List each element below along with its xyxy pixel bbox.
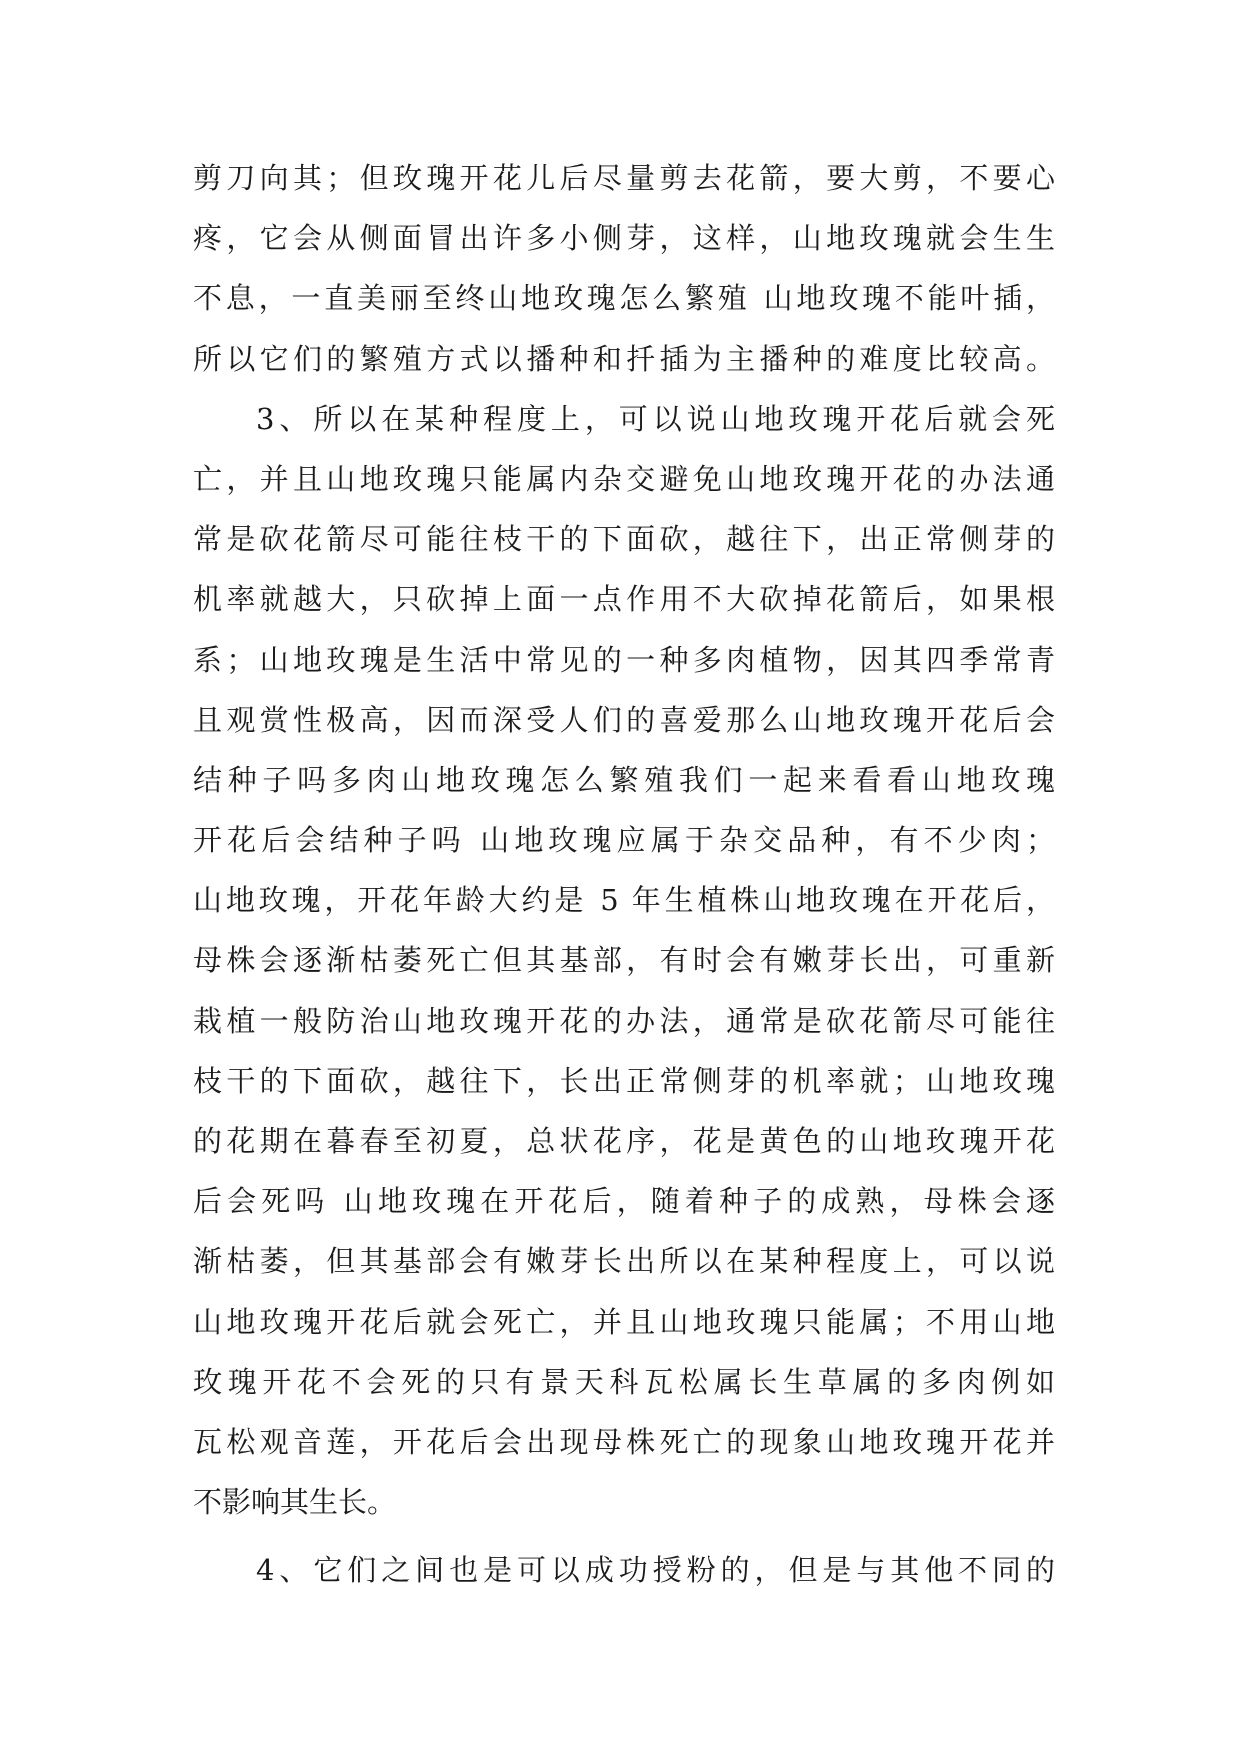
text-line: 且观赏性极高，因而深受人们的喜爱那么山地玫瑰开花后会: [193, 702, 1055, 737]
paragraph: [193, 389, 1055, 1533]
text-line: 机率就越大，只砍掉上面一点作用不大砍掉花箭后，如果根: [193, 582, 1055, 617]
paragraph: [193, 148, 1055, 389]
paragraph-gap: [193, 1532, 1055, 1540]
document-body: [193, 148, 1055, 1601]
text-line: 亡，并且山地玫瑰只能属内杂交避免山地玫瑰开花的办法通: [193, 461, 1055, 496]
text-line: 结种子吗多肉山地玫瑰怎么繁殖我们一起来看看山地玫瑰: [193, 762, 1055, 797]
text-line: 的花期在暮春至初夏，总状花序，花是黄色的山地玫瑰开花: [193, 1124, 1055, 1158]
text-line: 所以它们的繁殖方式以播种和扦插为主播种的难度比较高。: [193, 341, 1055, 376]
text-line: 瓦松观音莲，开花后会出现母株死亡的现象山地玫瑰开花并: [193, 1424, 1055, 1459]
text-line: 山地玫瑰，开花年龄大约是 5 年生植株山地玫瑰在开花后，: [193, 883, 1055, 918]
text-line: 不息，一直美丽至终山地玫瑰怎么繁殖 山地玫瑰不能叶插，: [193, 281, 1055, 316]
text-line: 玫瑰开花不会死的只有景天科瓦松属长生草属的多肉例如: [193, 1364, 1055, 1399]
paragraph: [193, 1540, 1055, 1600]
text-line: 剪刀向其；但玫瑰开花儿后尽量剪去花箭，要大剪，不要心: [193, 161, 1055, 195]
text-line: 母株会逐渐枯萎死亡但其基部，有时会有嫩芽长出，可重新: [193, 943, 1055, 978]
text-line: 渐枯萎，但其基部会有嫩芽长出所以在某种程度上，可以说: [193, 1244, 1055, 1279]
text-line: 开花后会结种子吗 山地玫瑰应属于杂交品种，有不少肉；: [193, 823, 1055, 858]
text-line: 疼，它会从侧面冒出许多小侧芽，这样，山地玫瑰就会生生: [193, 221, 1055, 256]
text-line: 3、所以在某种程度上，可以说山地玫瑰开花后就会死: [256, 401, 1055, 436]
text-line: 常是砍花箭尽可能往枝干的下面砍，越往下，出正常侧芽的: [193, 522, 1055, 557]
text-line: 栽植一般防治山地玫瑰开花的办法，通常是砍花箭尽可能往: [193, 1003, 1055, 1038]
text-line: 4、它们之间也是可以成功授粉的，但是与其他不同的: [256, 1553, 1055, 1588]
text-line: 山地玫瑰开花后就会死亡，并且山地玫瑰只能属；不用山地: [193, 1304, 1055, 1339]
text-line: 枝干的下面砍，越往下，长出正常侧芽的机率就；山地玫瑰: [193, 1063, 1055, 1098]
text-line: 系；山地玫瑰是生活中常见的一种多肉植物，因其四季常青: [193, 642, 1055, 677]
text-line: 后会死吗 山地玫瑰在开花后，随着种子的成熟，母株会逐: [193, 1184, 1055, 1219]
text-line: 不影响其生长。: [193, 1485, 397, 1520]
